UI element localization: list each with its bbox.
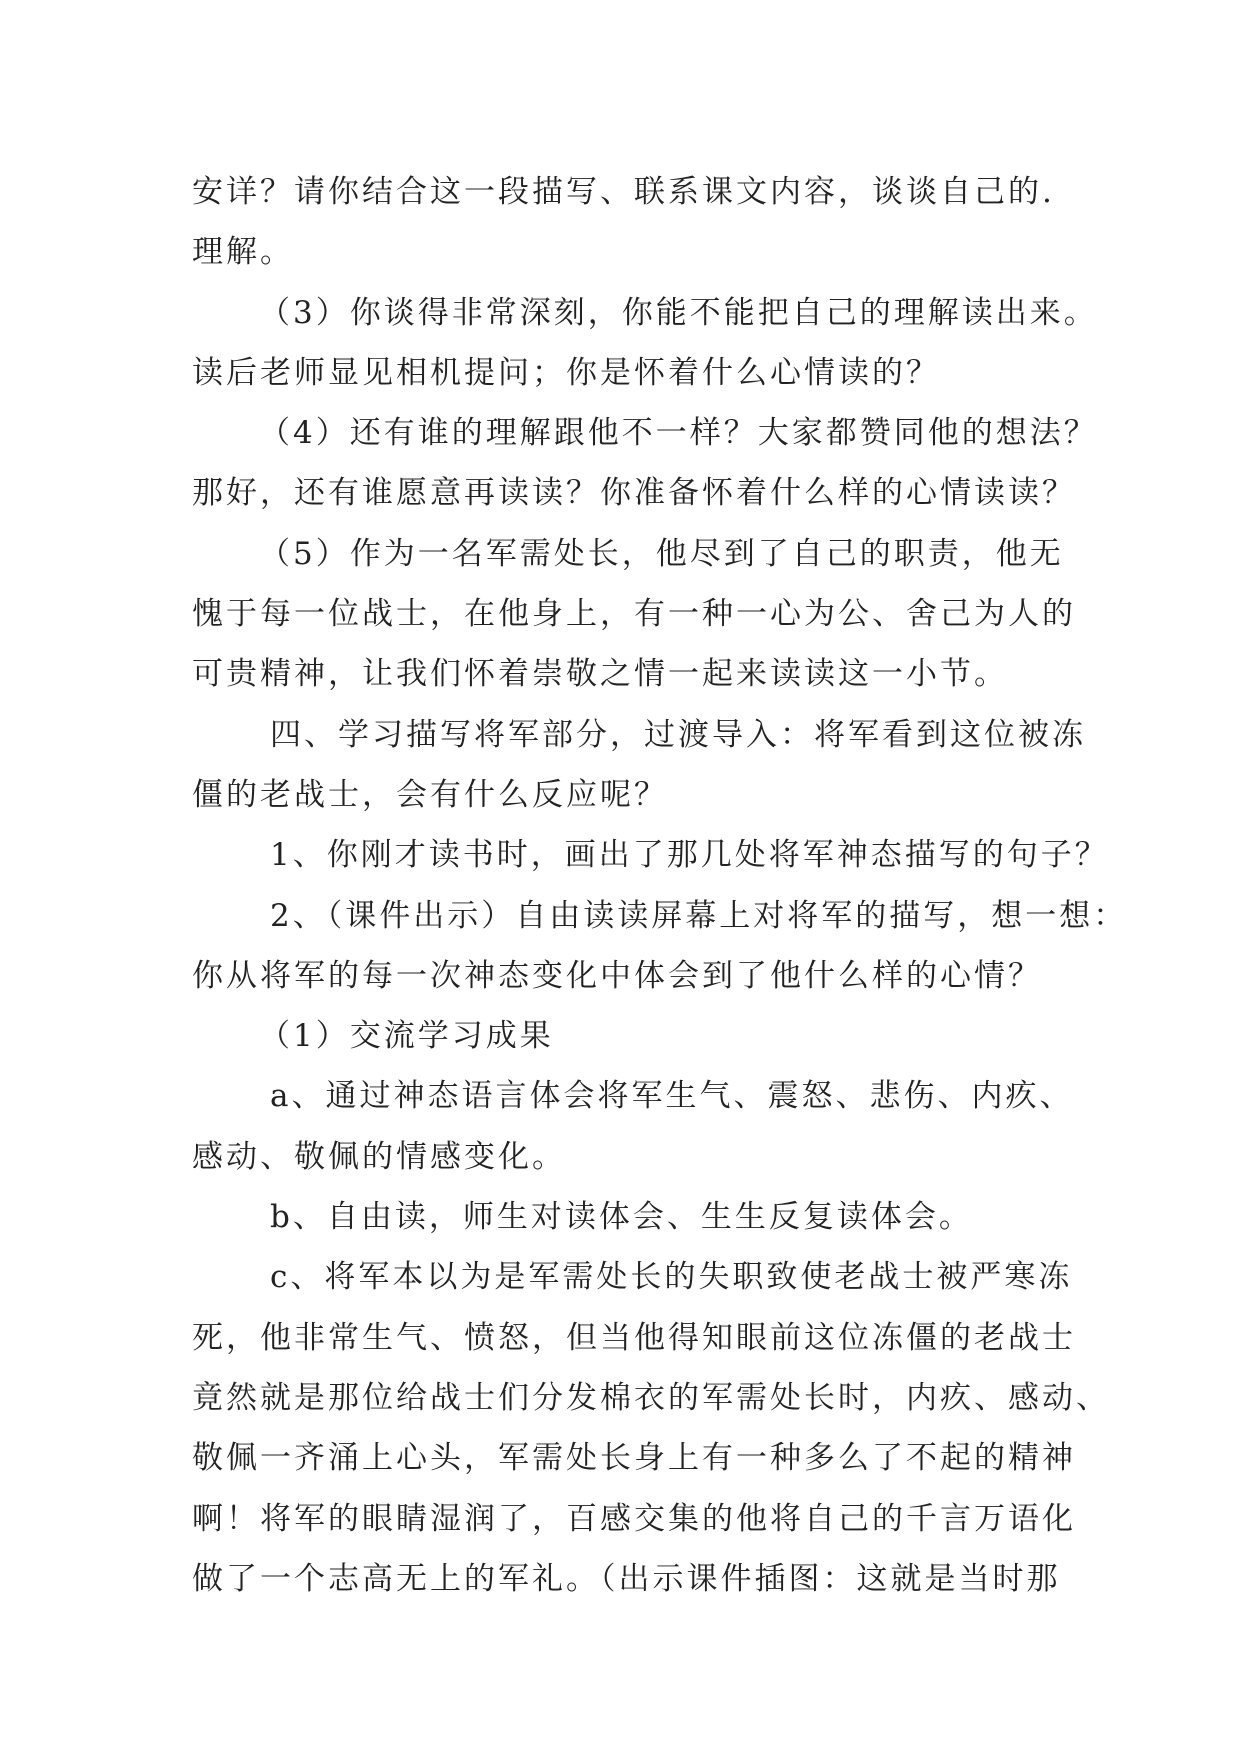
- text-line: 敬佩一齐涌上心头，军需处长身上有一种多么了不起的精神: [192, 1440, 1076, 1477]
- text-line: c、将军本以为是军需处长的失职致使老战士被严寒冻: [270, 1259, 1073, 1296]
- text-line: （3）你谈得非常深刻，你能不能把自己的理解读出来。: [259, 294, 1098, 331]
- text-line: （1）交流学习成果: [259, 1018, 554, 1055]
- text-line: 安详？请你结合这一段描写、联系课文内容，谈谈自己的.: [192, 174, 1055, 210]
- text-line: 感动、敬佩的情感变化。: [192, 1138, 566, 1175]
- text-line: 读后老师显见相机提问；你是怀着什么心情读的？: [192, 354, 940, 391]
- text-line: （5）作为一名军需处长，他尽到了自己的职责，他无: [259, 535, 1064, 572]
- text-line: （4）还有谁的理解跟他不一样？大家都赞同他的想法？: [259, 415, 1098, 452]
- text-line: 死，他非常生气、愤怒，但当他得知眼前这位冻僵的老战士: [192, 1319, 1076, 1356]
- text-line: 做了一个志高无上的军礼。（出示课件插图：这就是当时那: [192, 1560, 1061, 1597]
- text-line: 僵的老战士，会有什么反应呢？: [192, 776, 668, 813]
- text-line: 啊！将军的眼睛湿润了，百感交集的他将自己的千言万语化: [192, 1500, 1076, 1537]
- body-text: [192, 162, 1128, 1609]
- text-line: b、自由读，师生对读体会、生生反复读体会。: [270, 1199, 973, 1236]
- text-line: 可贵精神，让我们怀着崇敬之情一起来读读这一小节。: [192, 656, 1008, 693]
- text-line: 四、学习描写将军部分，过渡导入：将军看到这位被冻: [270, 716, 1086, 753]
- text-line: 2、（课件出示）自由读读屏幕上对将军的描写，想一想：: [270, 897, 1128, 934]
- text-line: 1、你刚才读书时，画出了那几处将军神态描写的句子？: [270, 837, 1109, 874]
- text-line: 竟然就是那位给战士们分发棉衣的军需处长时，内疚、感动、: [192, 1379, 1110, 1416]
- text-line: 理解。: [192, 234, 294, 271]
- text-line: 那好，还有谁愿意再读读？你准备怀着什么样的心情读读？: [192, 475, 1076, 512]
- text-line: 你从将军的每一次神态变化中体会到了他什么样的心情？: [192, 957, 1042, 994]
- text-line: a、通过神态语言体会将军生气、震怒、悲伤、内疚、: [270, 1078, 1074, 1115]
- text-line: 愧于每一位战士，在他身上，有一种一心为公、舍己为人的: [192, 596, 1076, 633]
